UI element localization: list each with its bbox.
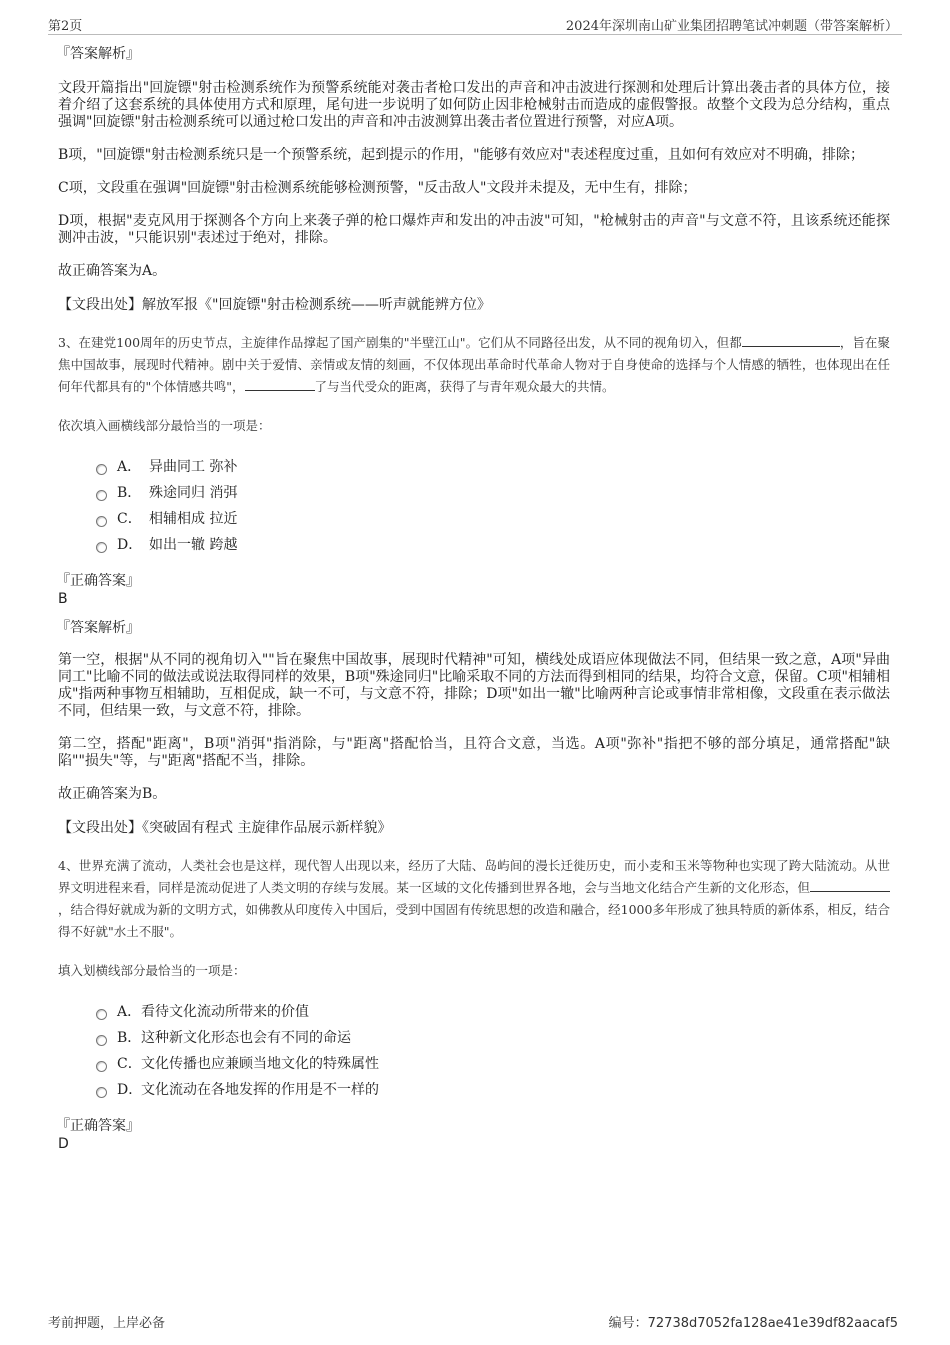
footer-slogan: 考前押题，上岸必备: [48, 1316, 166, 1331]
option-letter: A．: [117, 1004, 142, 1020]
radio-button-icon[interactable]: [96, 516, 107, 527]
radio-button-icon[interactable]: [96, 1087, 107, 1098]
correct-answer-label: 『正确答案』: [56, 573, 140, 589]
correct-answer: D: [58, 1136, 69, 1152]
question-instruction: 填入划横线部分最恰当的一项是：: [58, 963, 246, 978]
radio-button-icon[interactable]: [96, 542, 107, 553]
source-citation: 【文段出处】解放军报《"回旋镖"射击检测系统——听声就能辨方位》: [58, 297, 491, 313]
fill-blank: [245, 376, 315, 391]
option-text: 异曲同工 弥补: [149, 459, 238, 475]
page-number: 第2页: [48, 19, 83, 34]
option-text: 看待文化流动所带来的价值: [141, 1004, 309, 1020]
option-b[interactable]: [96, 480, 890, 506]
radio-button-icon[interactable]: [96, 464, 107, 475]
page-footer: [48, 1312, 902, 1332]
radio-button-icon[interactable]: [96, 1061, 107, 1072]
option-text: 如出一辙 跨越: [149, 537, 238, 553]
q3-options: [96, 454, 890, 558]
question-text-part: 4、世界充满了流动，人类社会也是这样，现代智人出现以来，经历了大陆、岛屿间的漫长迁徙历史，而小麦和玉米等物种也实现了跨大陆流动。从世界文明进程来看，同样是流动促进了人类文明的存续与发展。某一区域的文化传播到世界各地，会与当地文化结合产生新的文化形态，但: [58, 858, 890, 895]
option-letter: B．: [117, 1030, 142, 1046]
question-3-text: [58, 332, 890, 398]
question-instruction: 依次填入画横线部分最恰当的一项是：: [58, 418, 271, 433]
document-id: 编号：72738d7052fa128ae41e39df82aacaf5: [608, 1316, 898, 1331]
correct-answer-label: 『正确答案』: [56, 1118, 140, 1134]
option-c[interactable]: [96, 506, 890, 532]
question-text-part: 3、在建党100周年的历史节点，主旋律作品撑起了国产剧集的"半壁江山"。它们从不同路径出发，从不同的视角切入，但都: [58, 335, 742, 350]
analysis-conclusion: 故正确答案为A。: [58, 263, 167, 279]
option-text: 相辅相成 拉近: [149, 511, 238, 527]
option-text: 文化流动在各地发挥的作用是不一样的: [141, 1082, 379, 1098]
radio-button-icon[interactable]: [96, 1035, 107, 1046]
q4-options: [96, 999, 890, 1103]
source-citation: 【文段出处】《突破固有程式 主旋律作品展示新样貌》: [58, 820, 392, 836]
option-letter: D．: [117, 1082, 143, 1098]
option-d[interactable]: [96, 1077, 890, 1103]
option-text: 这种新文化形态也会有不同的命运: [141, 1030, 351, 1046]
option-c[interactable]: [96, 1051, 890, 1077]
option-a[interactable]: [96, 454, 890, 480]
option-letter: B．: [117, 485, 142, 501]
fill-blank: [810, 877, 890, 892]
question-text-part: 了与当代受众的距离，获得了与青年观众最大的共情。: [314, 379, 615, 394]
question-text-part: ，结合得好就成为新的文明方式，如佛教从印度传入中国后，受到中国固有传统思想的改造和融合，经1000多年形成了独具特质的新体系，相反，结合得不好就"水土不服"。: [58, 902, 890, 939]
analysis-paragraph: 第一空，根据"从不同的视角切入""旨在聚焦中国故事，展现时代精神"可知，横线处成语应体现做法不同，但结果一致之意，A项"异曲同工"比喻不同的做法或说法取得同样的效果，B项"殊途同归"比喻采取不同的方法而得到相同的结果，均符合文意，保留。C项"相辅相成"指两种事物互相辅助，互相促成，缺一不可，与文意不符，排除；D项"如出一辙"比喻两种言论或事情非常相像，文段重在表示做法不同，但结果一致，与文意不符，排除。: [58, 652, 890, 719]
option-letter: C．: [117, 1056, 142, 1072]
analysis-paragraph: 第二空，搭配"距离"，B项"消弭"指消除，与"距离"搭配恰当，且符合文意，当选。A项"弥补"指把不够的部分填足，通常搭配"缺陷""损失"等，与"距离"搭配不当，排除。: [58, 736, 890, 769]
option-d[interactable]: [96, 532, 890, 558]
option-letter: C．: [117, 511, 142, 527]
analysis-paragraph: B项，"回旋镖"射击检测系统只是一个预警系统，起到提示的作用，"能够有效应对"表述程度过重，且如何有效应对不明确，排除；: [58, 147, 865, 163]
option-b[interactable]: [96, 1025, 890, 1051]
analysis-label: 『答案解析』: [56, 620, 140, 636]
question-4-text: [58, 855, 890, 943]
question-text-part: ，旨在聚焦中国故事，展现时代精神。剧中关于爱情、亲情或友情的刻画，不仅体现出革命时代革命人物对于自身使命的选择与个人情感的牺牲，也体现出在任何年代都具有的"个体情感共鸣"，: [58, 335, 890, 394]
option-text: 殊途同归 消弭: [149, 485, 238, 501]
fill-blank: [742, 332, 840, 347]
analysis-paragraph: 文段开篇指出"回旋镖"射击检测系统作为预警系统能对袭击者枪口发出的声音和冲击波进行探测和处理后计算出袭击者的具体方位，接着介绍了这套系统的具体使用方式和原理，尾句进一步说明了如何防止因非枪械射击而造成的虚假警报。故整个文段为总分结构，重点强调"回旋镖"射击检测系统可以通过枪口发出的声音和冲击波测算出袭击者位置进行预警，对应A项。: [58, 80, 890, 130]
correct-answer: B: [58, 591, 68, 607]
option-letter: D．: [117, 537, 143, 553]
document-title: 2024年深圳南山矿业集团招聘笔试冲刺题（带答案解析）: [565, 19, 898, 34]
radio-button-icon[interactable]: [96, 1009, 107, 1020]
option-a[interactable]: [96, 999, 890, 1025]
analysis-paragraph: D项，根据"麦克风用于探测各个方向上来袭子弹的枪口爆炸声和发出的冲击波"可知，"枪械射击的声音"与文意不符，且该系统还能探测冲击波，"只能识别"表述过于绝对，排除。: [58, 213, 890, 246]
radio-button-icon[interactable]: [96, 490, 107, 501]
option-letter: A．: [117, 459, 142, 475]
option-text: 文化传播也应兼顾当地文化的特殊属性: [141, 1056, 379, 1072]
analysis-paragraph: C项，文段重在强调"回旋镖"射击检测系统能够检测预警，"反击敌人"文段并未提及，无中生有，排除；: [58, 180, 697, 196]
analysis-conclusion: 故正确答案为B。: [58, 786, 167, 802]
analysis-label: 『答案解析』: [56, 46, 140, 62]
page-header: [48, 12, 902, 35]
main-content: [58, 44, 890, 1163]
